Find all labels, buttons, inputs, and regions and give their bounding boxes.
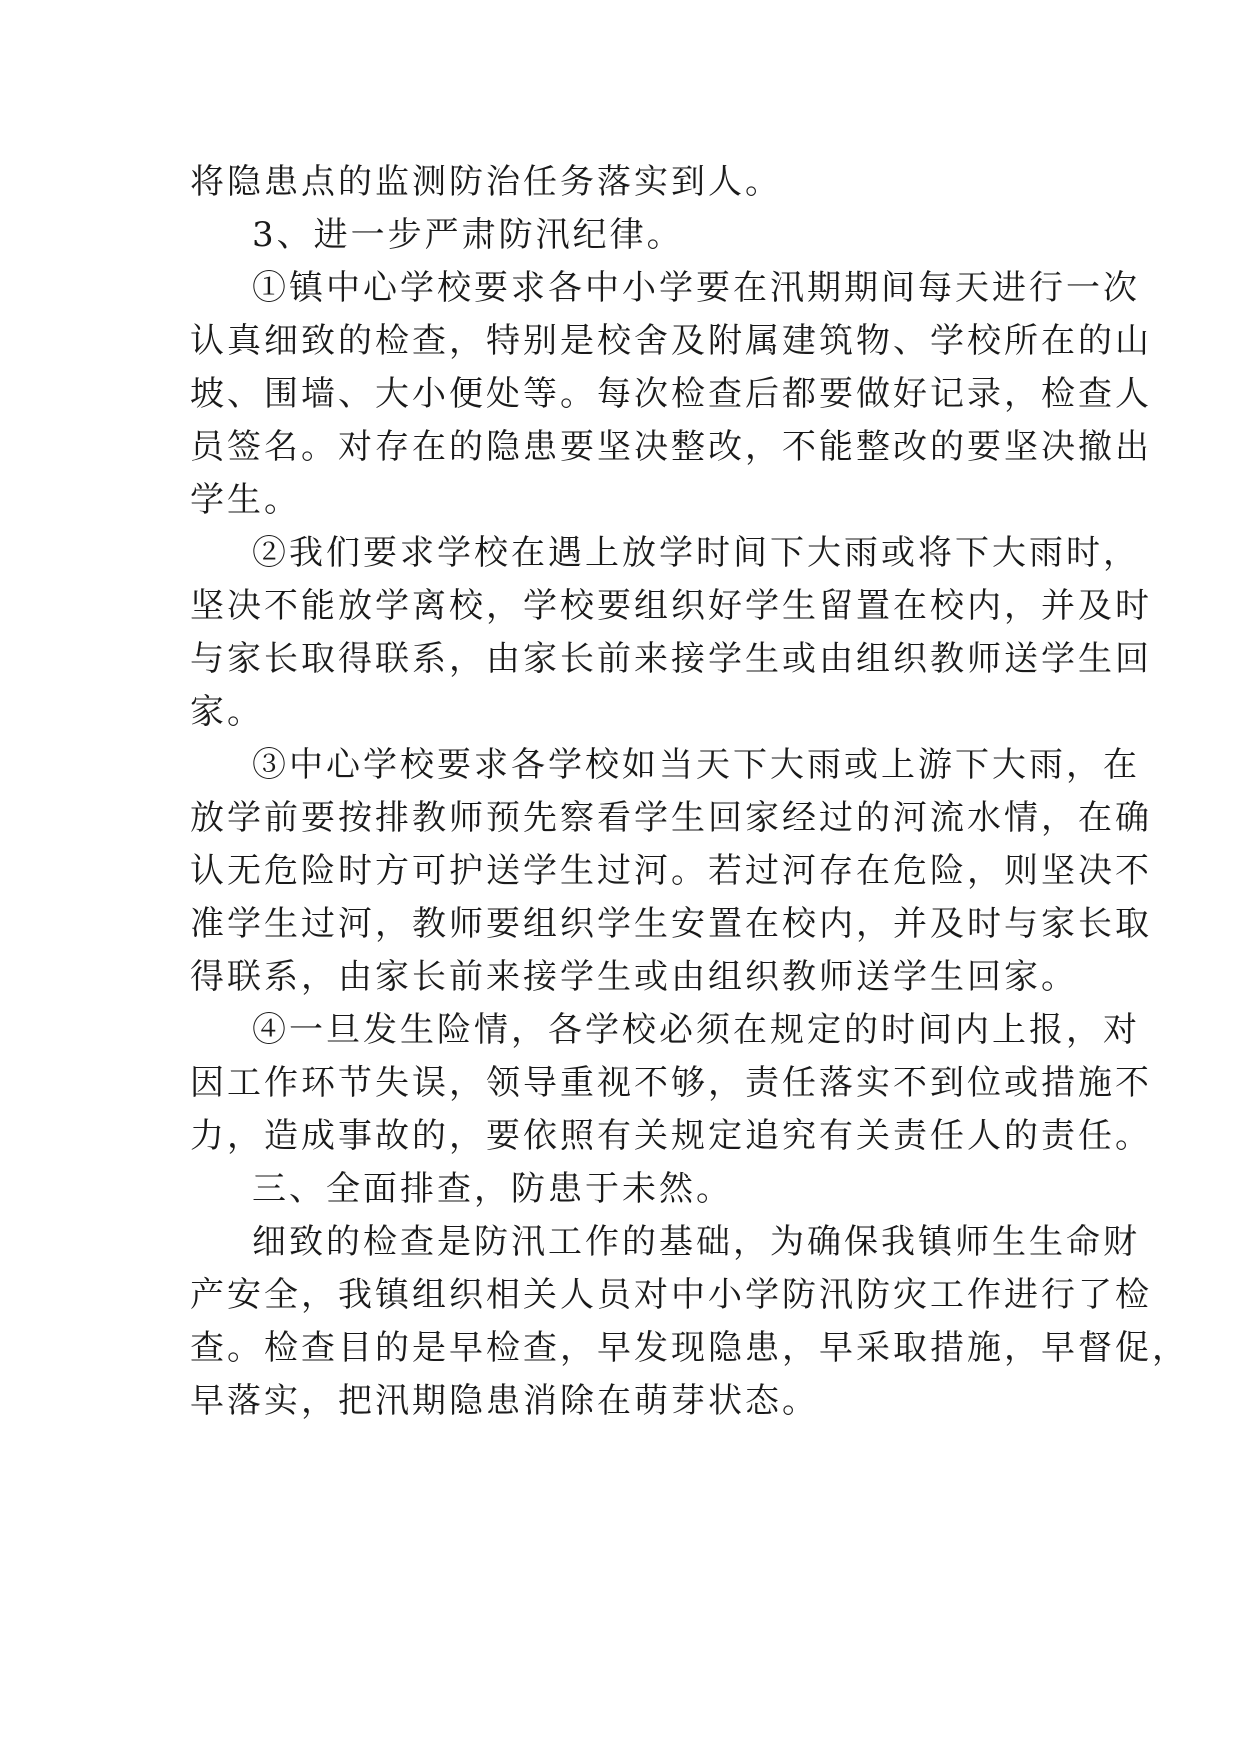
text-line: 因工作环节失误，领导重视不够，责任落实不到位或措施不 — [190, 1063, 1152, 1103]
section-heading: 3、进一步严肃防汛纪律。 — [252, 215, 684, 255]
text-line: ②我们要求学校在遇上放学时间下大雨或将下大雨时， — [252, 533, 1140, 573]
text-line: 准学生过河，教师要组织学生安置在校内，并及时与家长取 — [190, 904, 1152, 944]
text-line: 坚决不能放学离校，学校要组织好学生留置在校内，并及时 — [190, 586, 1152, 626]
text-line: 查。检查目的是早检查，早发现隐患，早采取措施，早督促， — [190, 1328, 1189, 1368]
text-line: 细致的检查是防汛工作的基础，为确保我镇师生生命财 — [252, 1222, 1140, 1262]
text-line: 得联系，由家长前来接学生或由组织教师送学生回家。 — [190, 957, 1078, 997]
text-line: 家。 — [190, 692, 264, 732]
text-line: 员签名。对存在的隐患要坚决整改，不能整改的要坚决撤出 — [190, 427, 1152, 467]
section-heading: 三、全面排查，防患于未然。 — [252, 1169, 733, 1209]
text-line: ③中心学校要求各学校如当天下大雨或上游下大雨，在 — [252, 745, 1140, 785]
text-line: 放学前要按排教师预先察看学生回家经过的河流水情，在确 — [190, 798, 1152, 838]
text-line: ①镇中心学校要求各中小学要在汛期期间每天进行一次 — [252, 268, 1140, 308]
text-line: 学生。 — [190, 480, 301, 520]
text-line: 认无危险时方可护送学生过河。若过河存在危险，则坚决不 — [190, 851, 1152, 891]
text-line: ④一旦发生险情，各学校必须在规定的时间内上报，对 — [252, 1010, 1140, 1050]
text-line: 将隐患点的监测防治任务落实到人。 — [190, 162, 782, 202]
text-line: 坡、围墙、大小便处等。每次检查后都要做好记录，检查人 — [190, 374, 1152, 414]
text-line: 认真细致的检查，特别是校舍及附属建筑物、学校所在的山 — [190, 321, 1152, 361]
text-line: 与家长取得联系，由家长前来接学生或由组织教师送学生回 — [190, 639, 1152, 679]
text-line: 产安全，我镇组织相关人员对中小学防汛防灾工作进行了检 — [190, 1275, 1152, 1315]
text-line: 早落实，把汛期隐患消除在萌芽状态。 — [190, 1381, 819, 1421]
text-line: 力，造成事故的，要依照有关规定追究有关责任人的责任。 — [190, 1116, 1152, 1156]
